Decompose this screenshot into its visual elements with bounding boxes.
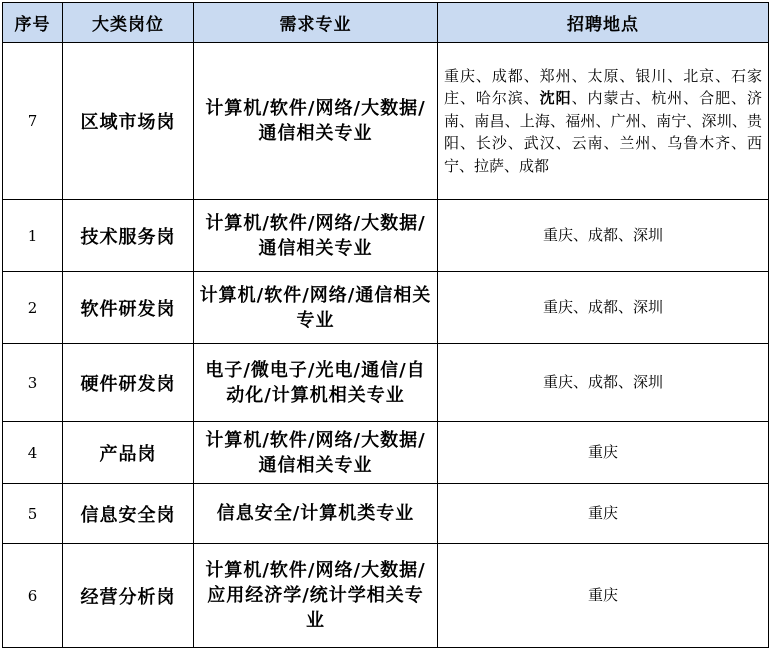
table-row bbox=[3, 422, 769, 484]
table-header-row bbox=[3, 3, 769, 43]
row-category: 硬件研发岗 bbox=[63, 344, 194, 422]
row-location: 重庆、成都、深圳 bbox=[438, 200, 769, 272]
table-row bbox=[3, 344, 769, 422]
row-no: 5 bbox=[3, 484, 63, 544]
row-no: 2 bbox=[3, 272, 63, 344]
row-location: 重庆 bbox=[438, 544, 769, 648]
row-location bbox=[438, 43, 769, 200]
row-major: 计算机/软件/网络/大数据/通信相关专业 bbox=[194, 43, 438, 200]
row-major: 计算机/软件/网络/大数据/应用经济学/统计学相关专业 bbox=[194, 544, 438, 648]
table-row bbox=[3, 200, 769, 272]
row-major: 计算机/软件/网络/通信相关专业 bbox=[194, 272, 438, 344]
row-major: 计算机/软件/网络/大数据/通信相关专业 bbox=[194, 422, 438, 484]
header-category: 大类岗位 bbox=[63, 3, 194, 43]
row-no: 3 bbox=[3, 344, 63, 422]
row-location: 重庆 bbox=[438, 422, 769, 484]
row-location: 重庆 bbox=[438, 484, 769, 544]
recruitment-table bbox=[2, 2, 769, 648]
row-category: 经营分析岗 bbox=[63, 544, 194, 648]
header-major: 需求专业 bbox=[194, 3, 438, 43]
row-category: 信息安全岗 bbox=[63, 484, 194, 544]
location-highlight: 沈阳 bbox=[539, 89, 572, 108]
row-location: 重庆、成都、深圳 bbox=[438, 272, 769, 344]
row-no: 4 bbox=[3, 422, 63, 484]
row-no: 6 bbox=[3, 544, 63, 648]
row-location: 重庆、成都、深圳 bbox=[438, 344, 769, 422]
table-row bbox=[3, 272, 769, 344]
row-major: 电子/微电子/光电/通信/自动化/计算机相关专业 bbox=[194, 344, 438, 422]
row-category: 产品岗 bbox=[63, 422, 194, 484]
header-location: 招聘地点 bbox=[438, 3, 769, 43]
row-category: 技术服务岗 bbox=[63, 200, 194, 272]
location-text-before: 重庆、成都、郑州、太原、银川、北京、石家庄、哈尔滨、 bbox=[444, 66, 762, 108]
location-text-after: 、内蒙古、杭州、合肥、济南、南昌、上海、福州、广州、南宁、深圳、贵阳、长沙、武汉、云南、兰州、乌鲁木齐、西宁、拉萨、成都 bbox=[444, 89, 762, 175]
header-no: 序号 bbox=[3, 3, 63, 43]
table-row bbox=[3, 43, 769, 200]
row-major: 计算机/软件/网络/大数据/通信相关专业 bbox=[194, 200, 438, 272]
table-row bbox=[3, 544, 769, 648]
table-row bbox=[3, 484, 769, 544]
row-no: 7 bbox=[3, 43, 63, 200]
row-no: 1 bbox=[3, 200, 63, 272]
row-major: 信息安全/计算机类专业 bbox=[194, 484, 438, 544]
row-category: 区域市场岗 bbox=[63, 43, 194, 200]
row-category: 软件研发岗 bbox=[63, 272, 194, 344]
